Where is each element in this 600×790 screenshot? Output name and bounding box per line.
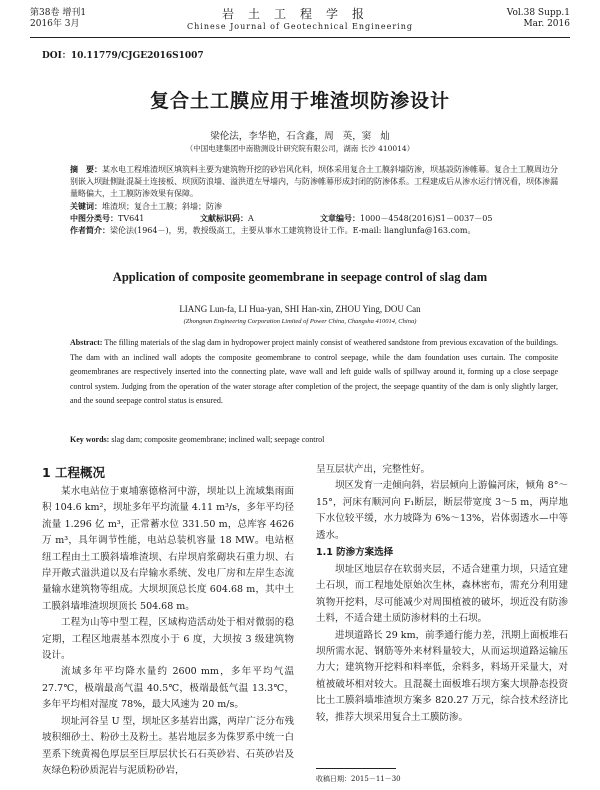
abstract-block-cn bbox=[70, 164, 558, 237]
subsection-heading: 1.1 防渗方案选择 bbox=[316, 547, 394, 559]
header-issue: Vol.38 Supp.1 Mar. 2016 bbox=[506, 8, 570, 29]
title-en: Application of composite geomembrane in seepage control of slag dam bbox=[112, 270, 488, 284]
paragraph: 进坝道路长 29 km，前季通行能力差，汛期上面板堆石坝所需水泥、钢筋等外来材料量较大，从而运坝道路运输压力大；建筑物开挖料和料率低，余料多，料场开采量大，对植被破坏相对较大。且混凝土面板堆石坝方案大坝静态投资比土工膜斜墙堆渣坝方案多 820.27 万元，综合技术经济比较，推荐大坝采用复合土工膜防渗。 bbox=[316, 629, 568, 723]
authors-en: LIANG Lun-fa, LI Hua-yan, SHI Han-xin, ZHOU Ying, DOU Can bbox=[179, 304, 421, 314]
section-heading: 1 工程概况 bbox=[42, 465, 106, 480]
abstract-cn: 摘 要：某水电工程堆渣坝区填筑料主要为建筑物开挖的砂岩风化料，坝体采用复合土工膜斜墙防渗，坝基設防渗帷幕。复合土工膜周边分别嵌入坝趾側趾混凝土连接板、坝顶防浪墙、溢洪道左导墙内，与防渗帷幕形成封闭的防渗体系。工程建成后从渗水运行情况看，坝体渗漏量略偏大，土工膜防渗效果有保障。 bbox=[70, 165, 558, 199]
header-rule bbox=[30, 37, 570, 38]
author-note-cn: 作者简介：梁伦法(1964－)，男，教授级高工，主要从事水工建筑物设计工作。E-mail: lianglunfa@163.com。 bbox=[70, 226, 476, 236]
paragraph: 坝址河谷呈 U 型，坝址区多基岩出露，两岸广泛分布残坡积细砂土、粉砂土及粉土。基岩地层多为侏罗系中统一白垩系下统黄褐色厚层至巨厚层状长石石英砂岩、石英砂岩及灰绿色粉砂质泥岩与泥质粉砂岩， bbox=[42, 715, 294, 776]
title-cn: 复合土工膜应用于堆渣坝防渗设计 bbox=[149, 90, 450, 112]
body-left-column bbox=[42, 462, 294, 779]
header-volume: 第38卷 增刊1 2016年 3月 bbox=[30, 8, 87, 29]
authors-cn: 梁伦法，李华艳，石含鑫，周 英，窦 灿 bbox=[210, 131, 390, 142]
body-right-column bbox=[316, 462, 568, 726]
paragraph: 呈互层状产出，完整性好。 bbox=[316, 464, 431, 475]
doi: DOI：10.11779/CJGE2016S1007 bbox=[42, 51, 204, 61]
paragraph: 流域多年平均降水量约 2600 mm，多年平均气温 27.7℃，极端最高气温 40.5℃，极端最低气温 13.3℃，多年平均相对湿度 78%，最大风速为 20 m/s。 bbox=[42, 666, 294, 711]
paragraph: 坝址区地层存在软弱夹层，不适合建重力坝，只适宜建土石坝，而工程地处原始次生林，森林密布，需充分利用建筑物开挖料，尽可能减少对周围植被的破坏，坝近没有防渗土料，不适合建土质防渗材料的土石坝。 bbox=[316, 564, 568, 625]
keywords-cn: 关键词：堆渣坝；复合土工膜；斜墙；防渗 bbox=[70, 201, 222, 211]
paragraph: 某水电站位于東埔寨德格河中游，坝址以上流域集雨面积 104.6 km²，坝址多年平均流量 4.11 m³/s，多年平均径流量 1.296 亿 m³，正常蓄水位 331.50 m，总库容 4626 万 m³，具年调节性能，电站总装机容量 18 MW。电站枢纽工程由土工膜斜墙堆渣坝、右岸坝肩浆砌块石重力坝、右岸开敞式溢洪道以及右岸输水系统、发电厂房和左岸生态流量输水建筑物等组成。大坝坝顶总长度 604.68 m，其中土工膜斜墙堆渣坝坝顶长 504.68 m。 bbox=[42, 486, 294, 612]
affiliation-cn: （中国电建集团中南勘测设计研究院有限公司，湖南 长沙 410014） bbox=[185, 144, 415, 153]
keywords-en: Key words: slag dam; composite geomembrane; inclined wall; seepage control bbox=[70, 435, 325, 444]
journal-name-en: Chinese Journal of Geotechnical Engineering bbox=[187, 22, 413, 31]
abstract-en: Abstract: The filling materials of the slag dam in hydropower project mainly consist of weathered sandstone from previous excavation of the buildings. The dam with an inclined wall adopts the composite geomembrane to control seepage, while the dam foundation uses curtain. The composite geomembranes are respectively inserted into the connecting plate, wave wall and left guide walls of spillway around it, forming up a close seepage control system. Judging from the operation of the water storage after completion of the project, the seepage quantity of the dam is only slightly larger, and the sound seepage control status is ensured. bbox=[70, 338, 558, 406]
journal-name-cn: 岩土工程学报 bbox=[221, 7, 378, 21]
affiliation-en: (Zhongnan Engineering Corporation Limited of Power China, Changsha 410014, China) bbox=[183, 318, 417, 325]
header-journal bbox=[30, 8, 570, 32]
footnote-rule bbox=[316, 768, 396, 769]
footnote-received: 收稿日期：2015－11－30 bbox=[316, 775, 401, 783]
paragraph: 坝区发育一走倾向斜，岩层倾向上游偏河床，倾角 8°～15°，河床有顺河向 F₁断层，断层带宽度 3～5 m，两岸地下水位较平缓，水力坡降为 6%～13%，岩体弱透水—中等透水。 bbox=[316, 480, 568, 541]
paragraph: 工程为山等中型工程，区域构造活动处于相对微弱的稳定期，工程区地震基本烈度小于 6 度，大坝按 3 级建筑物设计。 bbox=[42, 617, 294, 662]
classification-row: 中图分类号：TV641 文献标识码：A 文章编号：1000－4548(2016)S1－0037－05 bbox=[70, 213, 493, 223]
